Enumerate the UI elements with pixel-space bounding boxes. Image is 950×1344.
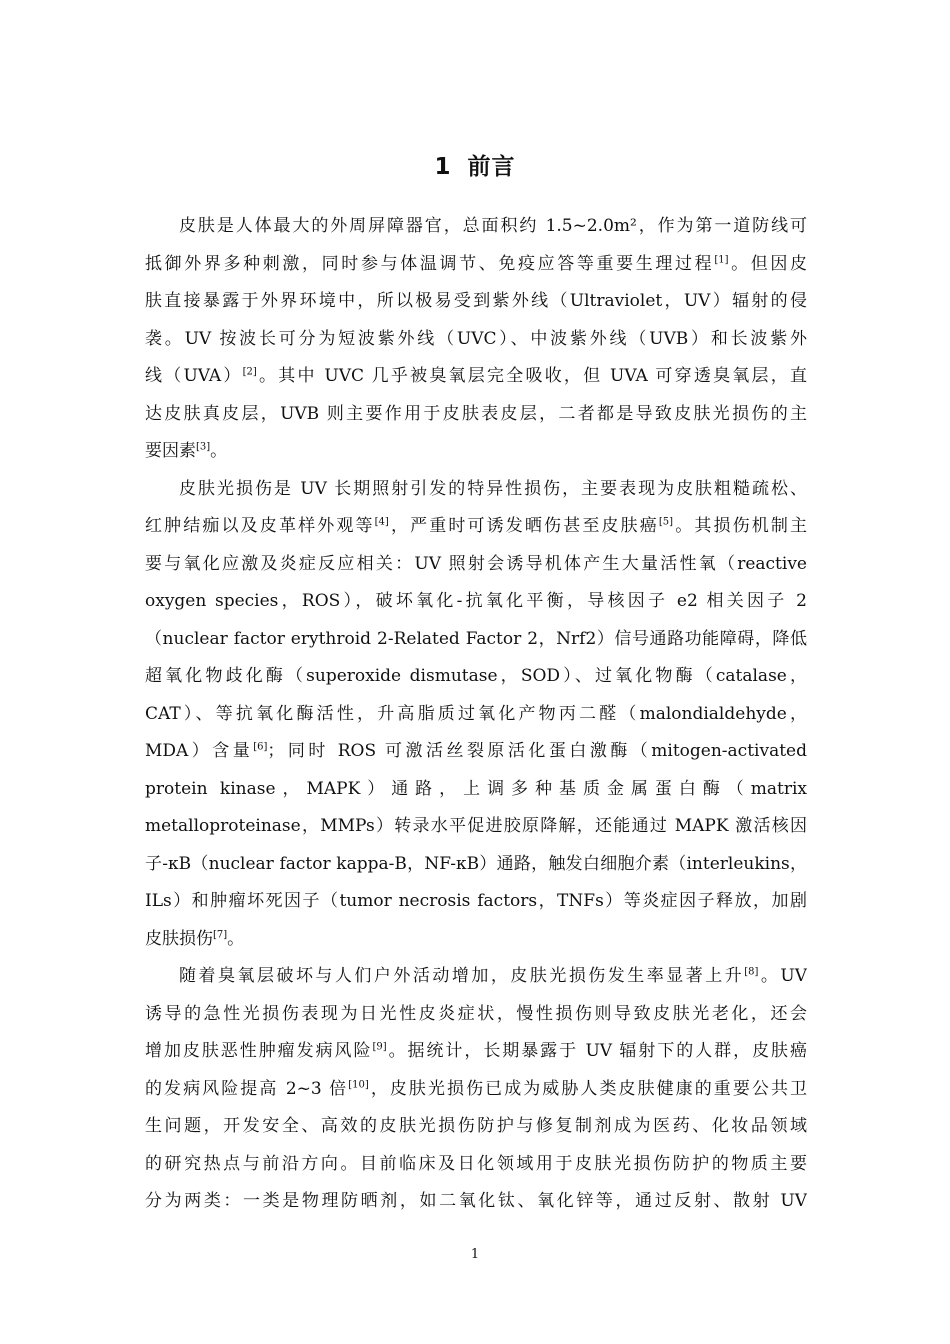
text-run: （nuclear factor erythroid 2-Related Factor 2，Nrf2）信号通路功能障碍，降低 (145, 628, 807, 649)
section-number: 1 (434, 154, 452, 180)
text-run: 袭。UV 按波长可分为短波紫外线（UVC）、中波紫外线（UVB）和长波紫外 (145, 328, 807, 349)
text-run: 达皮肤真皮层，UVB 则主要作用于皮肤表皮层，二者都是导致皮肤光损伤的主 (145, 403, 807, 424)
citation: [4] (374, 516, 389, 528)
text-line (145, 471, 807, 509)
citation: [8] (744, 966, 759, 978)
text-line (145, 1146, 807, 1184)
text-run: 肤直接暴露于外界环境中，所以极易受到紫外线（Ultraviolet，UV）辐射的侵 (145, 291, 807, 311)
text-run: 要因素 (145, 441, 196, 461)
text-line (145, 846, 807, 884)
citation: [6] (253, 741, 268, 753)
citation: [9] (372, 1041, 387, 1053)
paragraph (145, 471, 807, 959)
text-run: 要与氧化应激及炎症反应相关：UV 照射会诱导机体产生大量活性氧（reactive (145, 553, 807, 574)
body-text (145, 208, 807, 1221)
text-line (145, 508, 807, 546)
text-run: 皮肤是人体最大的外周屏障器官，总面积约 1.5~2.0m²，作为第一道防线可 (179, 216, 807, 236)
text-line (145, 283, 807, 321)
section-title: 前言 (467, 154, 516, 180)
text-run: ；同时 ROS 可激活丝裂原活化蛋白激酶（mitogen-activated (267, 741, 807, 761)
text-run: 诱导的急性光损伤表现为日光性皮炎症状，慢性损伤则导致皮肤光老化，还会 (145, 1003, 807, 1024)
text-run: protein kinase，MAPK）通路，上调多种基质金属蛋白酶（matrix (145, 778, 807, 799)
citation: [1] (714, 253, 729, 265)
text-run: ，严重时可诱发晒伤甚至皮肤癌 (388, 516, 659, 536)
text-line (145, 1033, 807, 1071)
citation: [10] (348, 1078, 369, 1090)
text-run: 抵御外界多种刺激，同时参与体温调节、免疫应答等重要生理过程 (145, 253, 715, 274)
text-run: 。据统计，长期暴露于 UV 辐射下的人群，皮肤癌 (386, 1041, 807, 1061)
text-run: CAT）、等抗氧化酶活性，升高脂质过氧化产物丙二醛（malondialdehyde， (145, 703, 807, 724)
citation: [7] (213, 928, 228, 940)
text-run: 线（UVA） (145, 366, 243, 386)
page-number: 1 (470, 1247, 480, 1262)
text-run: 。其损伤机制主 (673, 516, 807, 536)
text-line (145, 771, 807, 809)
text-line (145, 808, 807, 846)
text-line (145, 583, 807, 621)
text-run: ，皮肤光损伤已成为威胁人类皮肤健康的重要公共卫 (368, 1078, 807, 1099)
text-line (145, 396, 807, 434)
text-run: 。 (227, 928, 245, 949)
text-run: 子-κB（nuclear factor kappa-B，NF-κB）通路，触发白细胞介素（interleukins， (145, 853, 807, 874)
text-line (145, 996, 807, 1034)
section-heading (0, 148, 950, 181)
text-line (145, 1071, 807, 1109)
text-line (145, 958, 807, 996)
text-run: MDA）含量 (145, 741, 254, 761)
text-line (145, 246, 807, 284)
text-run: 的发病风险提高 2~3 倍 (145, 1078, 349, 1099)
text-line (145, 658, 807, 696)
text-line (145, 921, 807, 959)
citation: [3] (196, 441, 211, 453)
text-run: 增加皮肤恶性肿瘤发病风险 (145, 1041, 373, 1061)
paragraph (145, 958, 807, 1221)
text-line (145, 733, 807, 771)
text-line (145, 433, 807, 471)
text-run: 分为两类：一类是物理防晒剂，如二氧化钛、氧化锌等，通过反射、散射 UV (145, 1191, 807, 1211)
text-run: 。其中 UVC 几乎被臭氧层完全吸收，但 UVA 可穿透臭氧层，直 (256, 366, 807, 386)
text-run: 。 (210, 441, 228, 461)
text-line (145, 358, 807, 396)
text-run: ILs）和肿瘤坏死因子（tumor necrosis factors，TNFs）等炎症因子释放，加剧 (145, 891, 807, 911)
text-run: 的研究热点与前沿方向。目前临床及日化领域用于皮肤光损伤防护的物质主要 (145, 1153, 807, 1174)
text-run: 皮肤光损伤是 UV 长期照射引发的特异性损伤，主要表现为皮肤粗糙疏松、 (179, 478, 807, 499)
text-line (145, 883, 807, 921)
text-line (145, 696, 807, 734)
text-run: metalloproteinase，MMPs）转录水平促进胶原降解，还能通过 MAPK 激活核因 (145, 816, 807, 836)
text-run: 随着臭氧层破坏与人们户外活动增加，皮肤光损伤发生率显著上升 (179, 966, 745, 986)
citation: [2] (242, 366, 257, 378)
citation: [5] (658, 516, 674, 528)
paragraph (145, 208, 807, 471)
text-run: 超氧化物歧化酶（superoxide dismutase，SOD）、过氧化物酶（catalase， (145, 666, 807, 686)
text-line (145, 546, 807, 584)
text-line (145, 621, 807, 659)
text-run: oxygen species，ROS），破坏氧化-抗氧化平衡，导核因子 e2 相关因子 2 (145, 591, 807, 611)
text-run: 皮肤损伤 (145, 928, 213, 949)
text-line (145, 321, 807, 359)
text-line (145, 208, 807, 246)
text-run: 。UV (758, 966, 807, 986)
text-run: 。但因皮 (728, 253, 807, 274)
text-run: 生问题，开发安全、高效的皮肤光损伤防护与修复制剂成为医药、化妆品领域 (145, 1116, 807, 1136)
text-run: 红肿结痂以及皮革样外观等 (145, 516, 375, 536)
text-line (145, 1108, 807, 1146)
text-line (145, 1183, 807, 1221)
